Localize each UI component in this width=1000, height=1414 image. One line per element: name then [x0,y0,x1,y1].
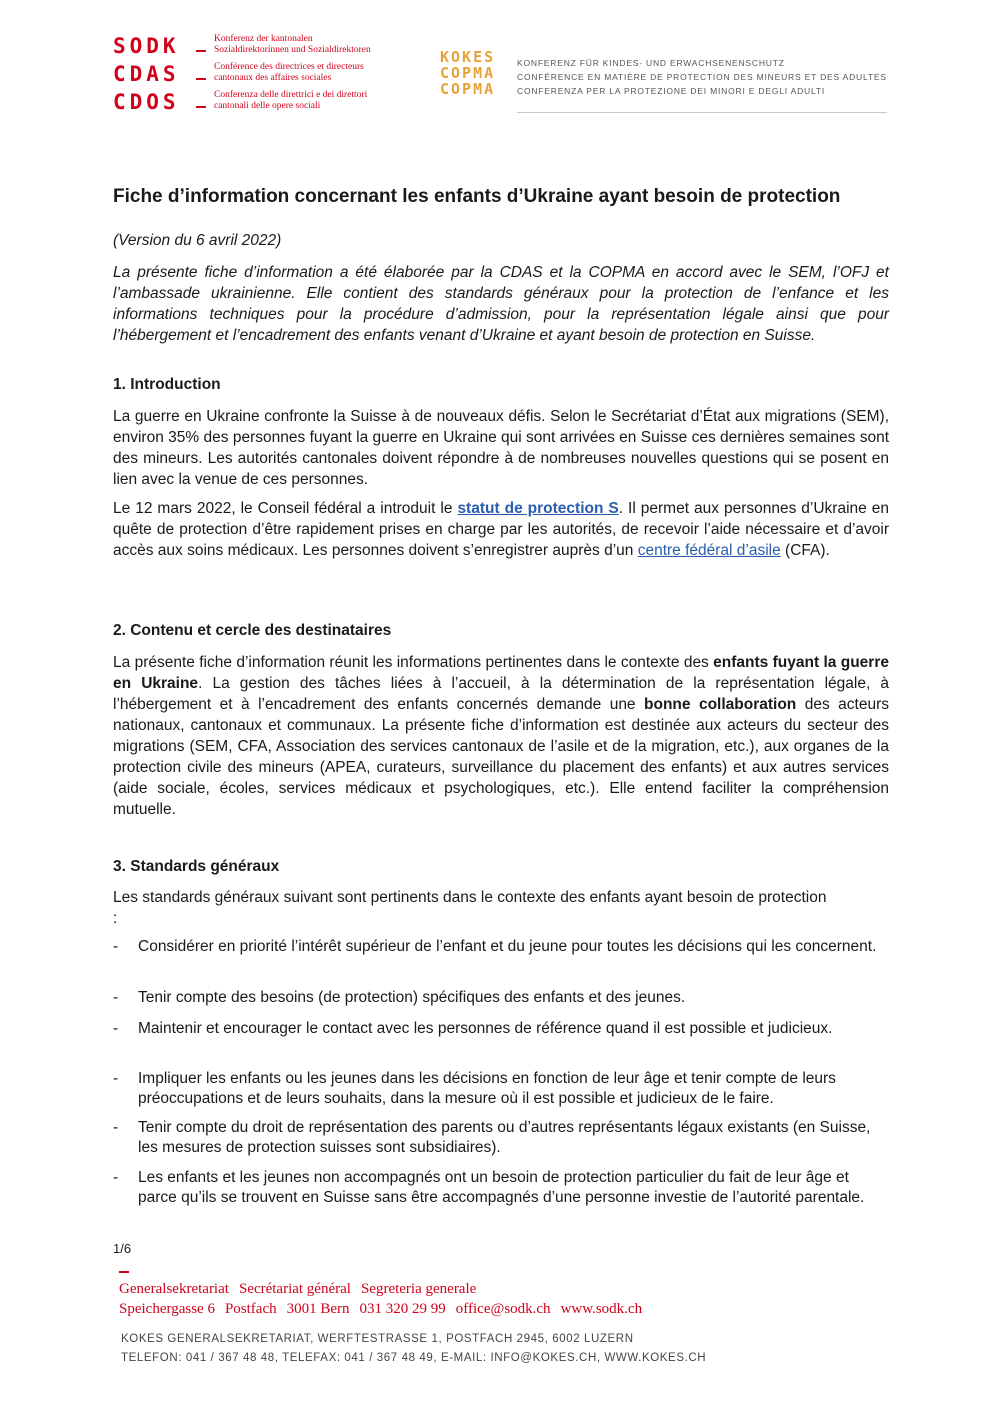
cdos-name: Conferenza delle direttrici e dei direttori cantonali delle opere sociali [214,90,368,111]
statut-protection-s-link[interactable]: statut de protection S [457,500,619,517]
logo-dash [196,78,206,80]
cdos-abbr: CDOS [113,90,180,114]
kokes-logo: KOKES COPMA COPMA [440,48,496,98]
section-3-lead: Les standards généraux suivant sont pertinents dans le contexte des enfants ayant besoin de protection : [113,889,827,927]
footer-kokes-line-1: KOKES GENERALSEKRETARIAT, WERFTESTRASSE 1, POSTFACH 2945, 6002 LUZERN [121,1333,634,1345]
cdas-name: Conférence des directrices et directeurs cantonaux des affaires sociales [214,62,364,83]
section-1-heading: 1. Introduction [113,376,221,393]
cdas-abbr: CDAS [113,62,180,86]
document-version: (Version du 6 avril 2022) [113,232,282,249]
logo-dash [196,106,206,108]
footer-kokes-line-2: TELEFON: 041 / 367 48 48, TELEFAX: 041 / 367 48 49, E-MAIL: INFO@KOKES.CH, WWW.KOKES.CH [121,1352,707,1364]
logo-dash [196,50,206,52]
page-number: 1/6 [113,1241,132,1256]
section-2-paragraph: La présente fiche d’information réunit les informations pertinentes dans le contexte des enfants fuyant la guerre en Ukraine. La gestion des tâches liées à l’accueil, à la détermination de la représentation légale, à l’hébergement et à l’encadrement des enfants concernés demande une bonne collaboration des acteurs nationaux, cantonaux et communaux. La présente fiche d’information est destinée aux acteurs du secteur des migrations (SEM, CFA, Association des services cantonaux de l’asile et de la migration, etc.), aux organes de la protection civile des mineurs (APEA, curateurs, surveillance du placement des enfants) et aux autres services (aide sociale, écoles, services médicaux et psychologiques, etc.). Elle entend faciliter la compréhension mutuelle. [113,654,890,818]
kokes-names: KONFERENZ FÜR KINDES- UND ERWACHSENENSCHUTZ CONFÉRENCE EN MATIÈRE DE PROTECTION DES MINEURS ET DES ADULTES CONFERENZA PER LA PROTEZIONE DEI MINORI E DEGLI ADULTI [517,58,887,96]
section-3-heading: 3. Standards généraux [113,858,280,875]
footer-sodk-line-2: Speichergasse 6 Postfach 3001 Bern 031 320 29 99 office@sodk.ch www.sodk.ch [119,1301,643,1317]
section-1-paragraph-2: Le 12 mars 2022, le Conseil fédéral a introduit le statut de protection S. Il permet aux personnes d’Ukraine en quête de protection d’être rapidement prises en charge par les autorités, de recevoir l’aide nécessaire et d’avoir accès aux soins médicaux. Les personnes doivent s’enregistrer auprès d’un centre fédéral d’asile (CFA). [113,500,889,559]
footer-sodk-line-1: Generalsekretariat Secrétariat général Segreteria generale [119,1281,477,1297]
footer-dash [119,1271,129,1273]
centre-federal-asile-link[interactable]: centre fédéral d’asile [637,542,781,559]
document-intro: La présente fiche d’information a été élaborée par la CDAS et la COPMA en accord avec le SEM, l’OFJ et l’ambassade ukrainienne. Elle contient des standards généraux pour la protection de l’enfance et les informations techniques pour la procédure d’admission, pour la représentation légale ainsi que pour l’hébergement et l’encadrement des enfants venant d’Ukraine et ayant besoin de protection en Suisse. [113,264,889,344]
footer-website[interactable]: www.sodk.ch [560,1301,643,1317]
section-2-heading: 2. Contenu et cercle des destinataires [113,622,392,639]
document-title: Fiche d’information concernant les enfants d’Ukraine ayant besoin de protection [113,186,841,207]
sodk-abbr: SODK [113,34,180,58]
section-1-paragraph-1: La guerre en Ukraine confronte la Suisse à de nouveaux défis. Selon le Secrétariat d’État aux migrations (SEM), environ 35% des personnes fuyant la guerre en Ukraine qui sont arrivées en Suisse ces dernières semaines sont des mineurs. Les autorités cantonales doivent répondre à de nombreuses nouvelles questions qui se posent en lien avec la venue de ces personnes. [113,408,889,488]
header-rule [517,112,887,113]
footer-email[interactable]: office@sodk.ch [455,1301,551,1317]
sodk-name: Konferenz der kantonalen Sozialdirektorinnen und Sozialdirektoren [214,34,371,55]
